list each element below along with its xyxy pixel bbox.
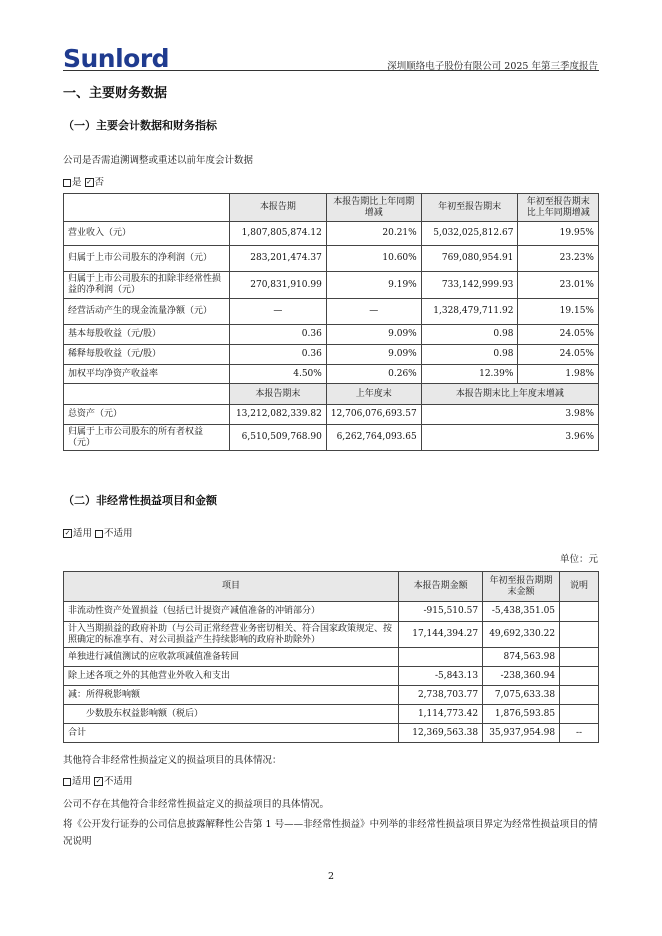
header-cell: 年初至报告期期末金额 [483,572,560,602]
data-cell: 1,114,773.42 [399,705,483,724]
data-cell [560,622,599,648]
table-header-row [64,384,599,405]
apply-options [63,525,133,539]
data-cell: 12,706,076,693.57 [326,405,421,425]
data-cell: 283,201,474.37 [229,246,326,272]
option-apply: 适用 [73,528,93,539]
data-cell: 24.05% [518,345,599,365]
header-divider [63,70,599,71]
table-row [64,724,599,743]
option-no: 否 [94,177,105,188]
financial-data-table [63,193,599,451]
data-cell: 3.98% [421,405,598,425]
option-yes: 是 [72,177,82,188]
data-cell: 1,328,479,711.92 [421,299,518,325]
table-row [64,686,599,705]
checkbox-checked-icon: ✓ [95,777,102,785]
data-cell: 19.95% [518,222,599,246]
report-title: 深圳顺络电子股份有限公司 2025 年第三季度报告 [387,61,598,72]
row-label: 除上述各项之外的其他营业外收入和支出 [64,667,399,686]
row-label: 合计 [64,724,399,743]
table-header-row [64,572,599,602]
no-other-statement: 公司不存在其他符合非经常性损益定义的损益项目的具体情况。 [63,799,330,810]
data-cell: 9.09% [326,345,421,365]
row-label: 经营活动产生的现金流量净额（元） [64,299,230,325]
header-cell: 本报告期末比上年度末增减 [421,384,598,405]
subsection-title-2: （二）非经常性损益项目和金额 [63,494,217,507]
data-cell: 9.09% [326,325,421,345]
table-row [64,365,599,384]
data-cell: 874,563.98 [483,648,560,667]
data-cell: 12,369,563.38 [399,724,483,743]
row-label: 总资产（元） [64,405,230,425]
data-cell: 12.39% [421,365,518,384]
data-cell [560,648,599,667]
table-row [64,622,599,648]
header-cell: 本报告期末 [229,384,326,405]
header-cell: 上年度末 [326,384,421,405]
header-cell: 年初至报告期末 [421,194,518,222]
data-cell [399,648,483,667]
data-cell: -5,438,351.05 [483,602,560,622]
other-note: 其他符合非经常性损益定义的损益项目的具体情况： [63,755,282,766]
data-cell: 0.36 [229,345,326,365]
header-cell [64,384,230,405]
table-header-row [64,194,599,222]
data-cell: — [326,299,421,325]
data-cell: 23.23% [518,246,599,272]
row-label: 计入当期损益的政府补助（与公司正常经营业务密切相关、符合国家政策规定、按照确定的标准享有、对公司损益产生持续影响的政府补助除外） [64,622,399,648]
data-cell [560,602,599,622]
company-logo: Sunlord [63,44,170,73]
header-cell: 本报告期比上年同期增减 [326,194,421,222]
table-row [64,648,599,667]
data-cell: 7,075,633.38 [483,686,560,705]
data-cell: 3.96% [421,425,598,451]
data-cell: 1,807,805,874.12 [229,222,326,246]
row-label: 归属于上市公司股东的扣除非经常性损益的净利润（元） [64,272,230,299]
option-not-apply-2: 不适用 [104,776,133,787]
table-row [64,667,599,686]
row-label: 基本每股收益（元/股） [64,325,230,345]
option-apply-2: 适用 [72,776,92,787]
data-cell: 769,080,954.91 [421,246,518,272]
table-row [64,705,599,724]
row-label: 营业收入（元） [64,222,230,246]
subsection-title-1: （一）主要会计数据和财务指标 [63,119,217,132]
checkbox-checked-icon: ✓ [64,529,71,537]
data-cell: 1,876,593.85 [483,705,560,724]
checkbox-unchecked-icon [63,179,71,187]
table-row [64,246,599,272]
data-cell: 49,692,330.22 [483,622,560,648]
table-row [64,405,599,425]
data-cell: 0.36 [229,325,326,345]
data-cell: 270,831,910.99 [229,272,326,299]
row-label: 归属于上市公司股东的净利润（元） [64,246,230,272]
table-row [64,425,599,451]
data-cell: 13,212,082,339.82 [229,405,326,425]
table-row [64,222,599,246]
data-cell: 10.60% [326,246,421,272]
data-cell: 733,142,999.93 [421,272,518,299]
data-cell: 35,937,954.98 [483,724,560,743]
data-cell: 5,032,025,812.67 [421,222,518,246]
data-cell: -5,843.13 [399,667,483,686]
data-cell: 4.50% [229,365,326,384]
table-row [64,272,599,299]
data-cell: 2,738,703.77 [399,686,483,705]
data-cell: 20.21% [326,222,421,246]
data-cell: -238,360.94 [483,667,560,686]
header-cell [64,194,230,222]
page-number: 2 [327,871,335,882]
data-cell: 6,510,509,768.90 [229,425,326,451]
restate-options [63,174,104,188]
data-cell [560,667,599,686]
data-cell: 0.98 [421,325,518,345]
checkbox-unchecked-icon [63,778,71,786]
table-row [64,325,599,345]
data-cell: 0.26% [326,365,421,384]
header-cell: 本报告期金额 [399,572,483,602]
table-row [64,602,599,622]
data-cell: 19.15% [518,299,599,325]
data-cell: 1.98% [518,365,599,384]
data-cell: -- [560,724,599,743]
data-cell: 24.05% [518,325,599,345]
restate-question: 公司是否需追溯调整或重述以前年度会计数据 [63,155,254,166]
data-cell: 23.01% [518,272,599,299]
option-not-apply: 不适用 [104,528,133,539]
header-cell: 项目 [64,572,399,602]
explain-statement: 将《公开发行证券的公司信息披露解释性公告第 1 号——非经常性损益》中列举的非经常性损益项目界定为经常性损益项目的情况说明 [63,819,598,847]
row-label: 减：所得税影响额 [64,686,399,705]
data-cell [560,686,599,705]
data-cell [560,705,599,724]
data-cell: 6,262,764,093.65 [326,425,421,451]
row-label: 归属于上市公司股东的所有者权益（元） [64,425,230,451]
checkbox-checked-icon: ✓ [86,178,92,186]
non-recurring-table [63,571,599,743]
header-cell: 年初至报告期末比上年同期增减 [518,194,599,222]
data-cell: -915,510.57 [399,602,483,622]
unit-label: 单位：元 [559,554,598,565]
row-label: 单独进行减值测试的应收款项减值准备转回 [64,648,399,667]
section-title: 一、主要财务数据 [63,86,168,101]
table-row [64,345,599,365]
apply-options-2 [63,773,133,787]
data-cell: 0.98 [421,345,518,365]
checkbox-unchecked-icon [95,530,103,538]
row-label: 少数股东权益影响额（税后） [64,705,399,724]
row-label: 加权平均净资产收益率 [64,365,230,384]
data-cell: 9.19% [326,272,421,299]
header-cell: 说明 [560,572,599,602]
header-cell: 本报告期 [229,194,326,222]
row-label: 非流动性资产处置损益（包括已计提资产减值准备的冲销部分） [64,602,399,622]
data-cell: — [229,299,326,325]
data-cell: 17,144,394.27 [399,622,483,648]
row-label: 稀释每股收益（元/股） [64,345,230,365]
table-row [64,299,599,325]
